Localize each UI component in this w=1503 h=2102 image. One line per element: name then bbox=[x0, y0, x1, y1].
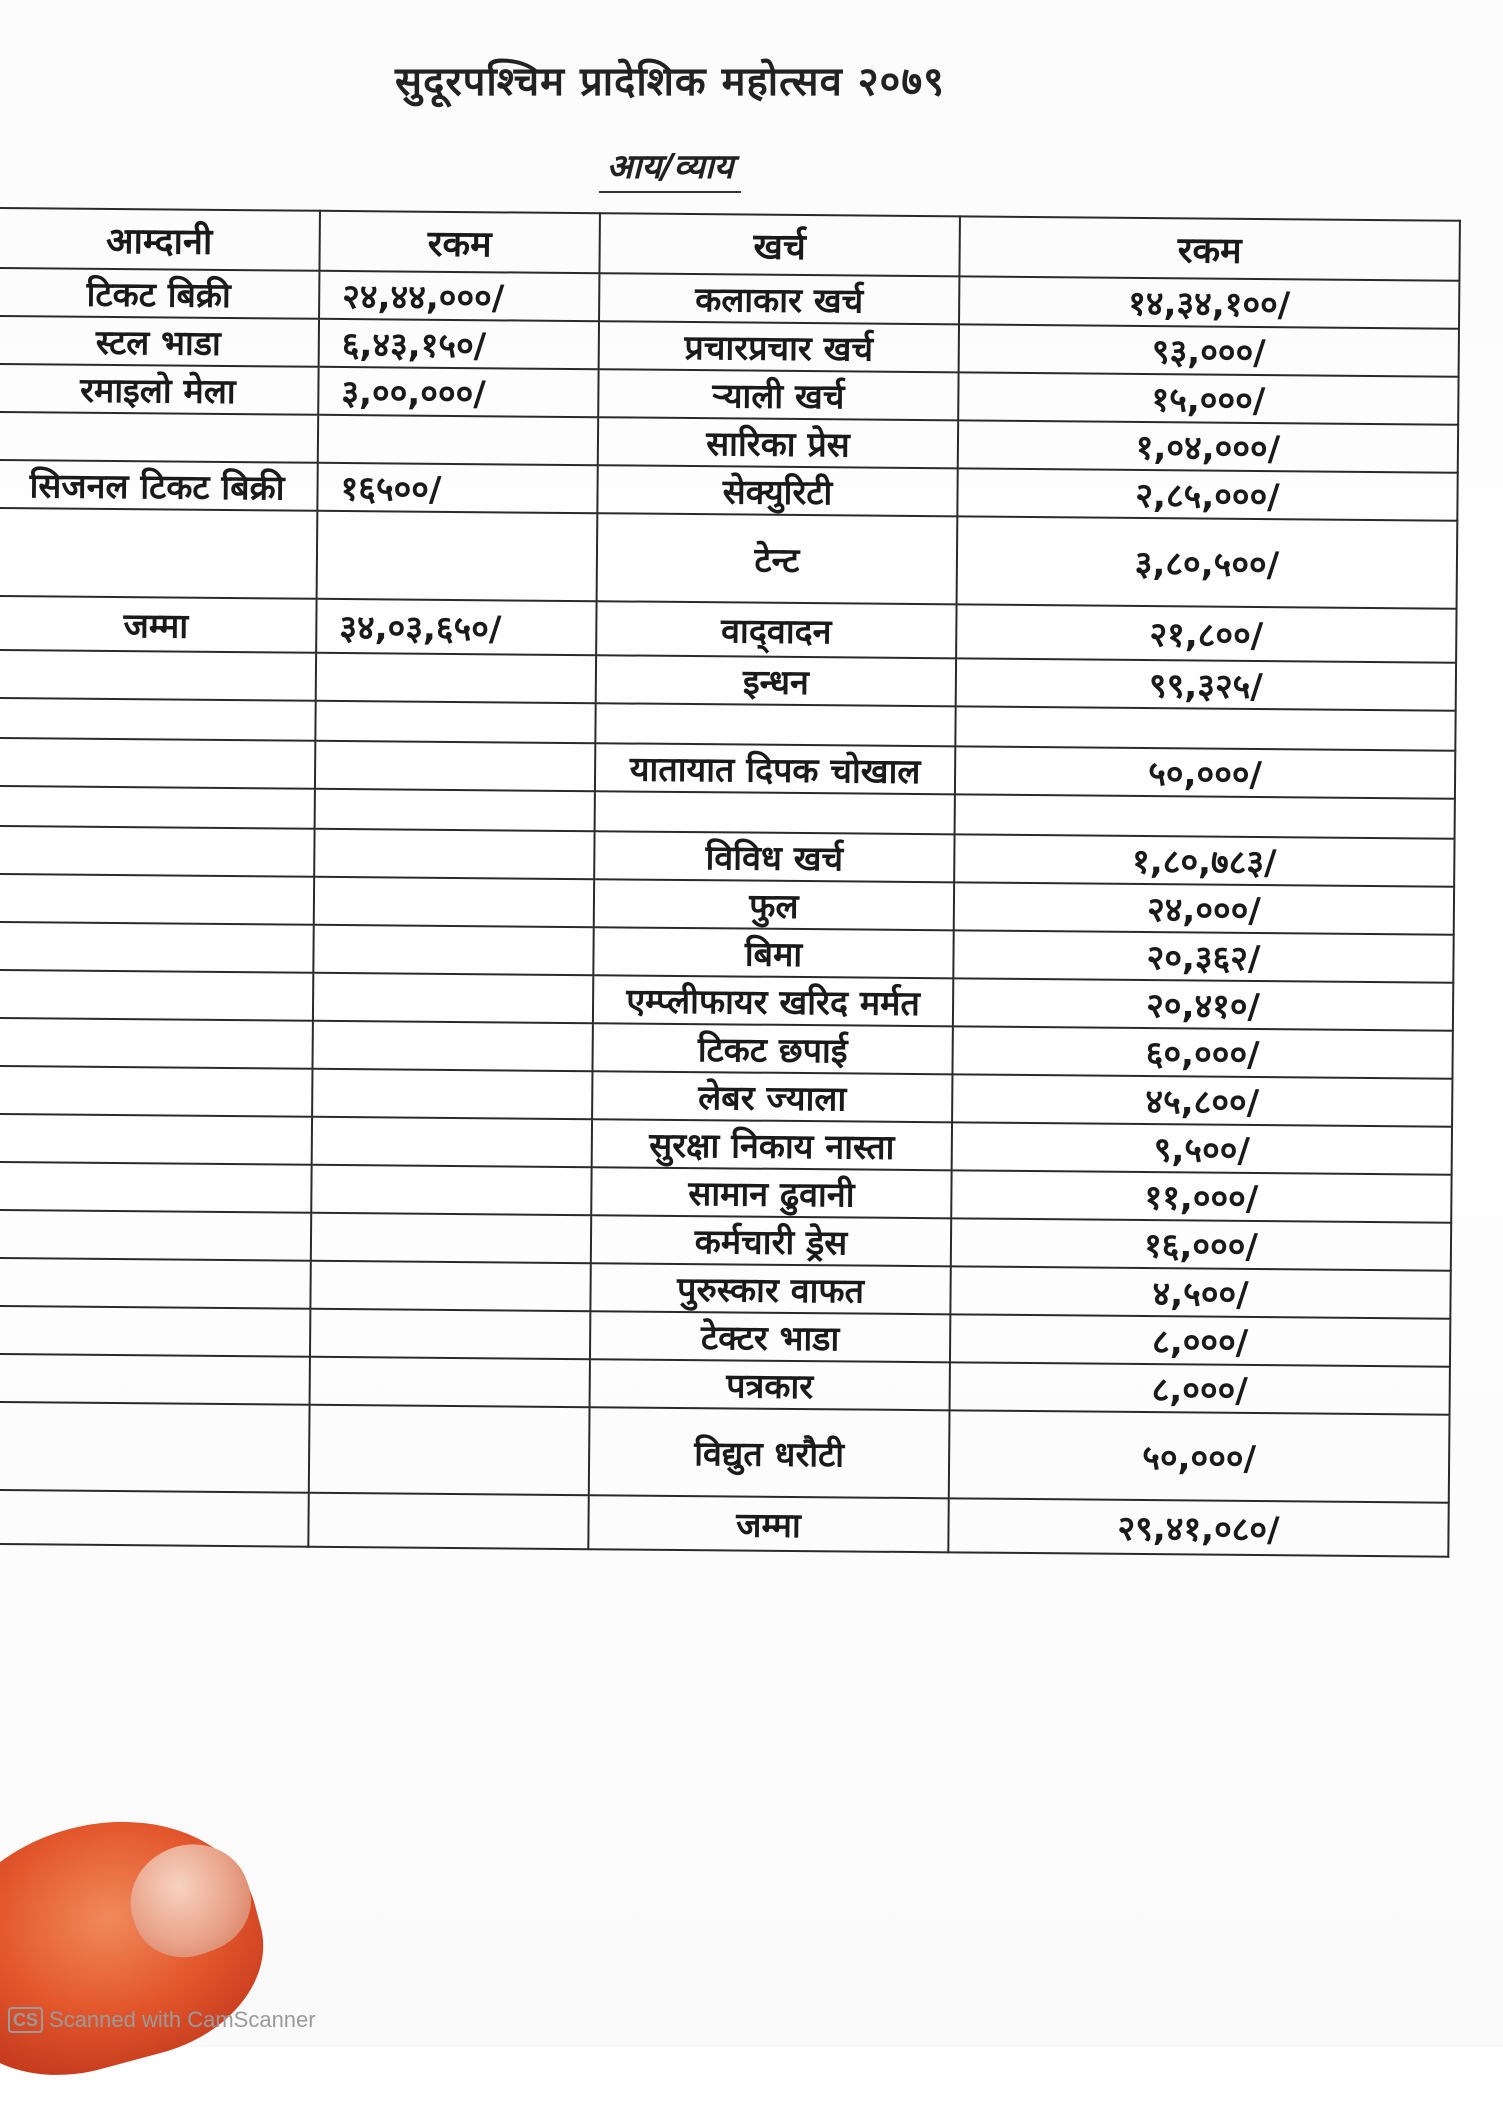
expense-amount: ८,०००/ bbox=[950, 1362, 1450, 1414]
income-label bbox=[0, 826, 315, 877]
income-amount bbox=[313, 973, 593, 1023]
expense-label: पुरुस्कार वाफत bbox=[590, 1263, 950, 1314]
expense-label: इन्धन bbox=[596, 655, 956, 706]
expense-amount bbox=[955, 706, 1455, 750]
income-amount bbox=[313, 925, 593, 975]
expense-amount: २०,४१०/ bbox=[953, 978, 1453, 1030]
expense-label: प्रचारप्रचार खर्च bbox=[599, 321, 959, 372]
expense-amount: २४,०००/ bbox=[954, 882, 1454, 934]
expense-amount: ६०,०००/ bbox=[952, 1026, 1452, 1078]
income-amount bbox=[315, 789, 595, 831]
income-amount bbox=[317, 511, 598, 601]
income-label bbox=[0, 1018, 313, 1069]
income-label bbox=[0, 1354, 310, 1405]
income-amount bbox=[312, 1117, 592, 1167]
expense-amount: २१,८००/ bbox=[956, 604, 1456, 662]
expense-amount: २०,३६२/ bbox=[953, 930, 1453, 982]
expense-amount: ९,५००/ bbox=[952, 1122, 1452, 1174]
income-amount: ६,४३,१५०/ bbox=[319, 319, 599, 369]
expense-label bbox=[595, 791, 955, 834]
expense-label: टेन्ट bbox=[597, 513, 958, 604]
expense-label: सुरक्षा निकाय नास्ता bbox=[592, 1119, 952, 1170]
income-label bbox=[0, 738, 315, 789]
income-amount bbox=[315, 741, 595, 791]
expense-amount: ४,५००/ bbox=[950, 1266, 1450, 1318]
expense-label: टिकट छपाई bbox=[592, 1023, 952, 1074]
expense-total-row bbox=[0, 1490, 1449, 1557]
expense-label: कर्मचारी ड्रेस bbox=[591, 1215, 951, 1266]
income-amount: २४,४४,०००/ bbox=[319, 271, 599, 321]
income-amount bbox=[315, 701, 595, 743]
expense-total-label: जम्मा bbox=[588, 1495, 948, 1552]
header-income: आम्दानी bbox=[0, 208, 320, 271]
expense-amount: ५०,०००/ bbox=[949, 1410, 1450, 1502]
income-label bbox=[0, 1306, 310, 1357]
expense-amount: ४५,८००/ bbox=[952, 1074, 1452, 1126]
income-label: सिजनल टिकट बिक्री bbox=[0, 460, 318, 511]
expense-amount: १५,०००/ bbox=[958, 372, 1458, 424]
income-amount bbox=[309, 1405, 590, 1495]
income-label bbox=[0, 786, 315, 829]
income-expense-ledger bbox=[0, 207, 1460, 1587]
income-label: टिकट बिक्री bbox=[0, 268, 319, 319]
header-expense: खर्च bbox=[599, 213, 960, 276]
expense-amount: १,०४,०००/ bbox=[958, 420, 1458, 472]
income-label bbox=[0, 698, 316, 741]
table-row bbox=[0, 1402, 1450, 1503]
income-amount bbox=[311, 1165, 591, 1215]
expense-label: लेबर ज्याला bbox=[592, 1071, 952, 1122]
income-label bbox=[0, 1114, 312, 1165]
income-amount bbox=[310, 1261, 590, 1311]
income-label bbox=[0, 1402, 310, 1493]
expense-amount: ९९,३२५/ bbox=[956, 658, 1456, 710]
income-amount bbox=[314, 877, 594, 927]
expense-amount: १६,०००/ bbox=[951, 1218, 1451, 1270]
income-amount bbox=[311, 1213, 591, 1263]
scanner-watermark bbox=[8, 2007, 316, 2033]
income-label bbox=[0, 1258, 311, 1309]
table-row bbox=[0, 508, 1457, 609]
income-amount bbox=[312, 1021, 592, 1071]
expense-label: कलाकार खर्च bbox=[599, 273, 959, 324]
income-label bbox=[0, 970, 313, 1021]
income-total-label: जम्मा bbox=[0, 596, 317, 653]
income-amount bbox=[310, 1309, 590, 1359]
expense-label: विविध खर्च bbox=[594, 831, 954, 882]
income-amount: ३,००,०००/ bbox=[318, 367, 598, 417]
expense-label: टेक्टर भाडा bbox=[590, 1311, 950, 1362]
camscanner-logo: CS bbox=[8, 2007, 43, 2033]
expense-amount: ८,०००/ bbox=[950, 1314, 1450, 1366]
income-label bbox=[0, 1066, 312, 1117]
income-amount bbox=[314, 829, 594, 879]
expense-amount: ११,०००/ bbox=[951, 1170, 1451, 1222]
income-amount: १६५००/ bbox=[317, 463, 597, 513]
income-label bbox=[0, 1162, 312, 1213]
income-amount bbox=[312, 1069, 592, 1119]
income-label: स्टल भाडा bbox=[0, 316, 319, 367]
expense-total-amount: २९,४१,०८०/ bbox=[948, 1498, 1448, 1556]
income-label bbox=[0, 650, 316, 701]
header-income-amount: रकम bbox=[319, 211, 600, 273]
expense-amount: २,८५,०००/ bbox=[957, 468, 1457, 520]
expense-label: बिमा bbox=[593, 927, 953, 978]
income-amount bbox=[310, 1357, 590, 1407]
thumb-image bbox=[0, 1788, 286, 2102]
income-amount bbox=[308, 1493, 588, 1549]
income-label bbox=[0, 1490, 309, 1547]
expense-label: यातायात दिपक चोखाल bbox=[595, 743, 955, 794]
expense-amount: ९३,०००/ bbox=[959, 324, 1459, 376]
income-label bbox=[0, 412, 318, 463]
expense-label: सेक्युरिटी bbox=[597, 465, 957, 516]
expense-amount bbox=[955, 794, 1455, 838]
expense-amount: ३,८०,५००/ bbox=[957, 516, 1458, 608]
expense-label: विद्युत धरौटी bbox=[589, 1407, 950, 1498]
income-amount bbox=[316, 653, 596, 703]
page-subtitle bbox=[0, 142, 1340, 188]
expense-label: वाद्‌वादन bbox=[596, 601, 956, 658]
expense-label: र्‍याली खर्च bbox=[598, 369, 958, 420]
expense-label bbox=[595, 703, 955, 746]
scanner-text: Scanned with CamScanner bbox=[49, 2007, 316, 2032]
expense-label: फुल bbox=[594, 879, 954, 930]
expense-amount: १,८०,७८३/ bbox=[954, 834, 1454, 886]
income-amount bbox=[318, 415, 598, 465]
header-expense-amount: रकम bbox=[959, 216, 1460, 280]
expense-amount: १४,३४,१००/ bbox=[959, 276, 1459, 328]
income-total-amount: ३४,०३,६५०/ bbox=[316, 599, 596, 655]
income-label bbox=[0, 874, 314, 925]
expense-label: पत्रकार bbox=[590, 1359, 950, 1410]
page-title: सुदूरपश्चिम प्रादेशिक महोत्सव २०७९ bbox=[395, 59, 945, 105]
expense-label: सारिका प्रेस bbox=[598, 417, 958, 468]
expense-label: सामान ढुवानी bbox=[591, 1167, 951, 1218]
expense-label: एम्प्लीफायर खरिद मर्मत bbox=[593, 975, 953, 1026]
income-label bbox=[0, 508, 317, 599]
ledger-table bbox=[0, 207, 1461, 1558]
expense-amount: ५०,०००/ bbox=[955, 746, 1455, 798]
income-label bbox=[0, 1210, 311, 1261]
subtitle-text: आय/व्याय bbox=[599, 147, 742, 193]
income-label: रमाइलो मेला bbox=[0, 364, 319, 415]
income-label bbox=[0, 922, 314, 973]
